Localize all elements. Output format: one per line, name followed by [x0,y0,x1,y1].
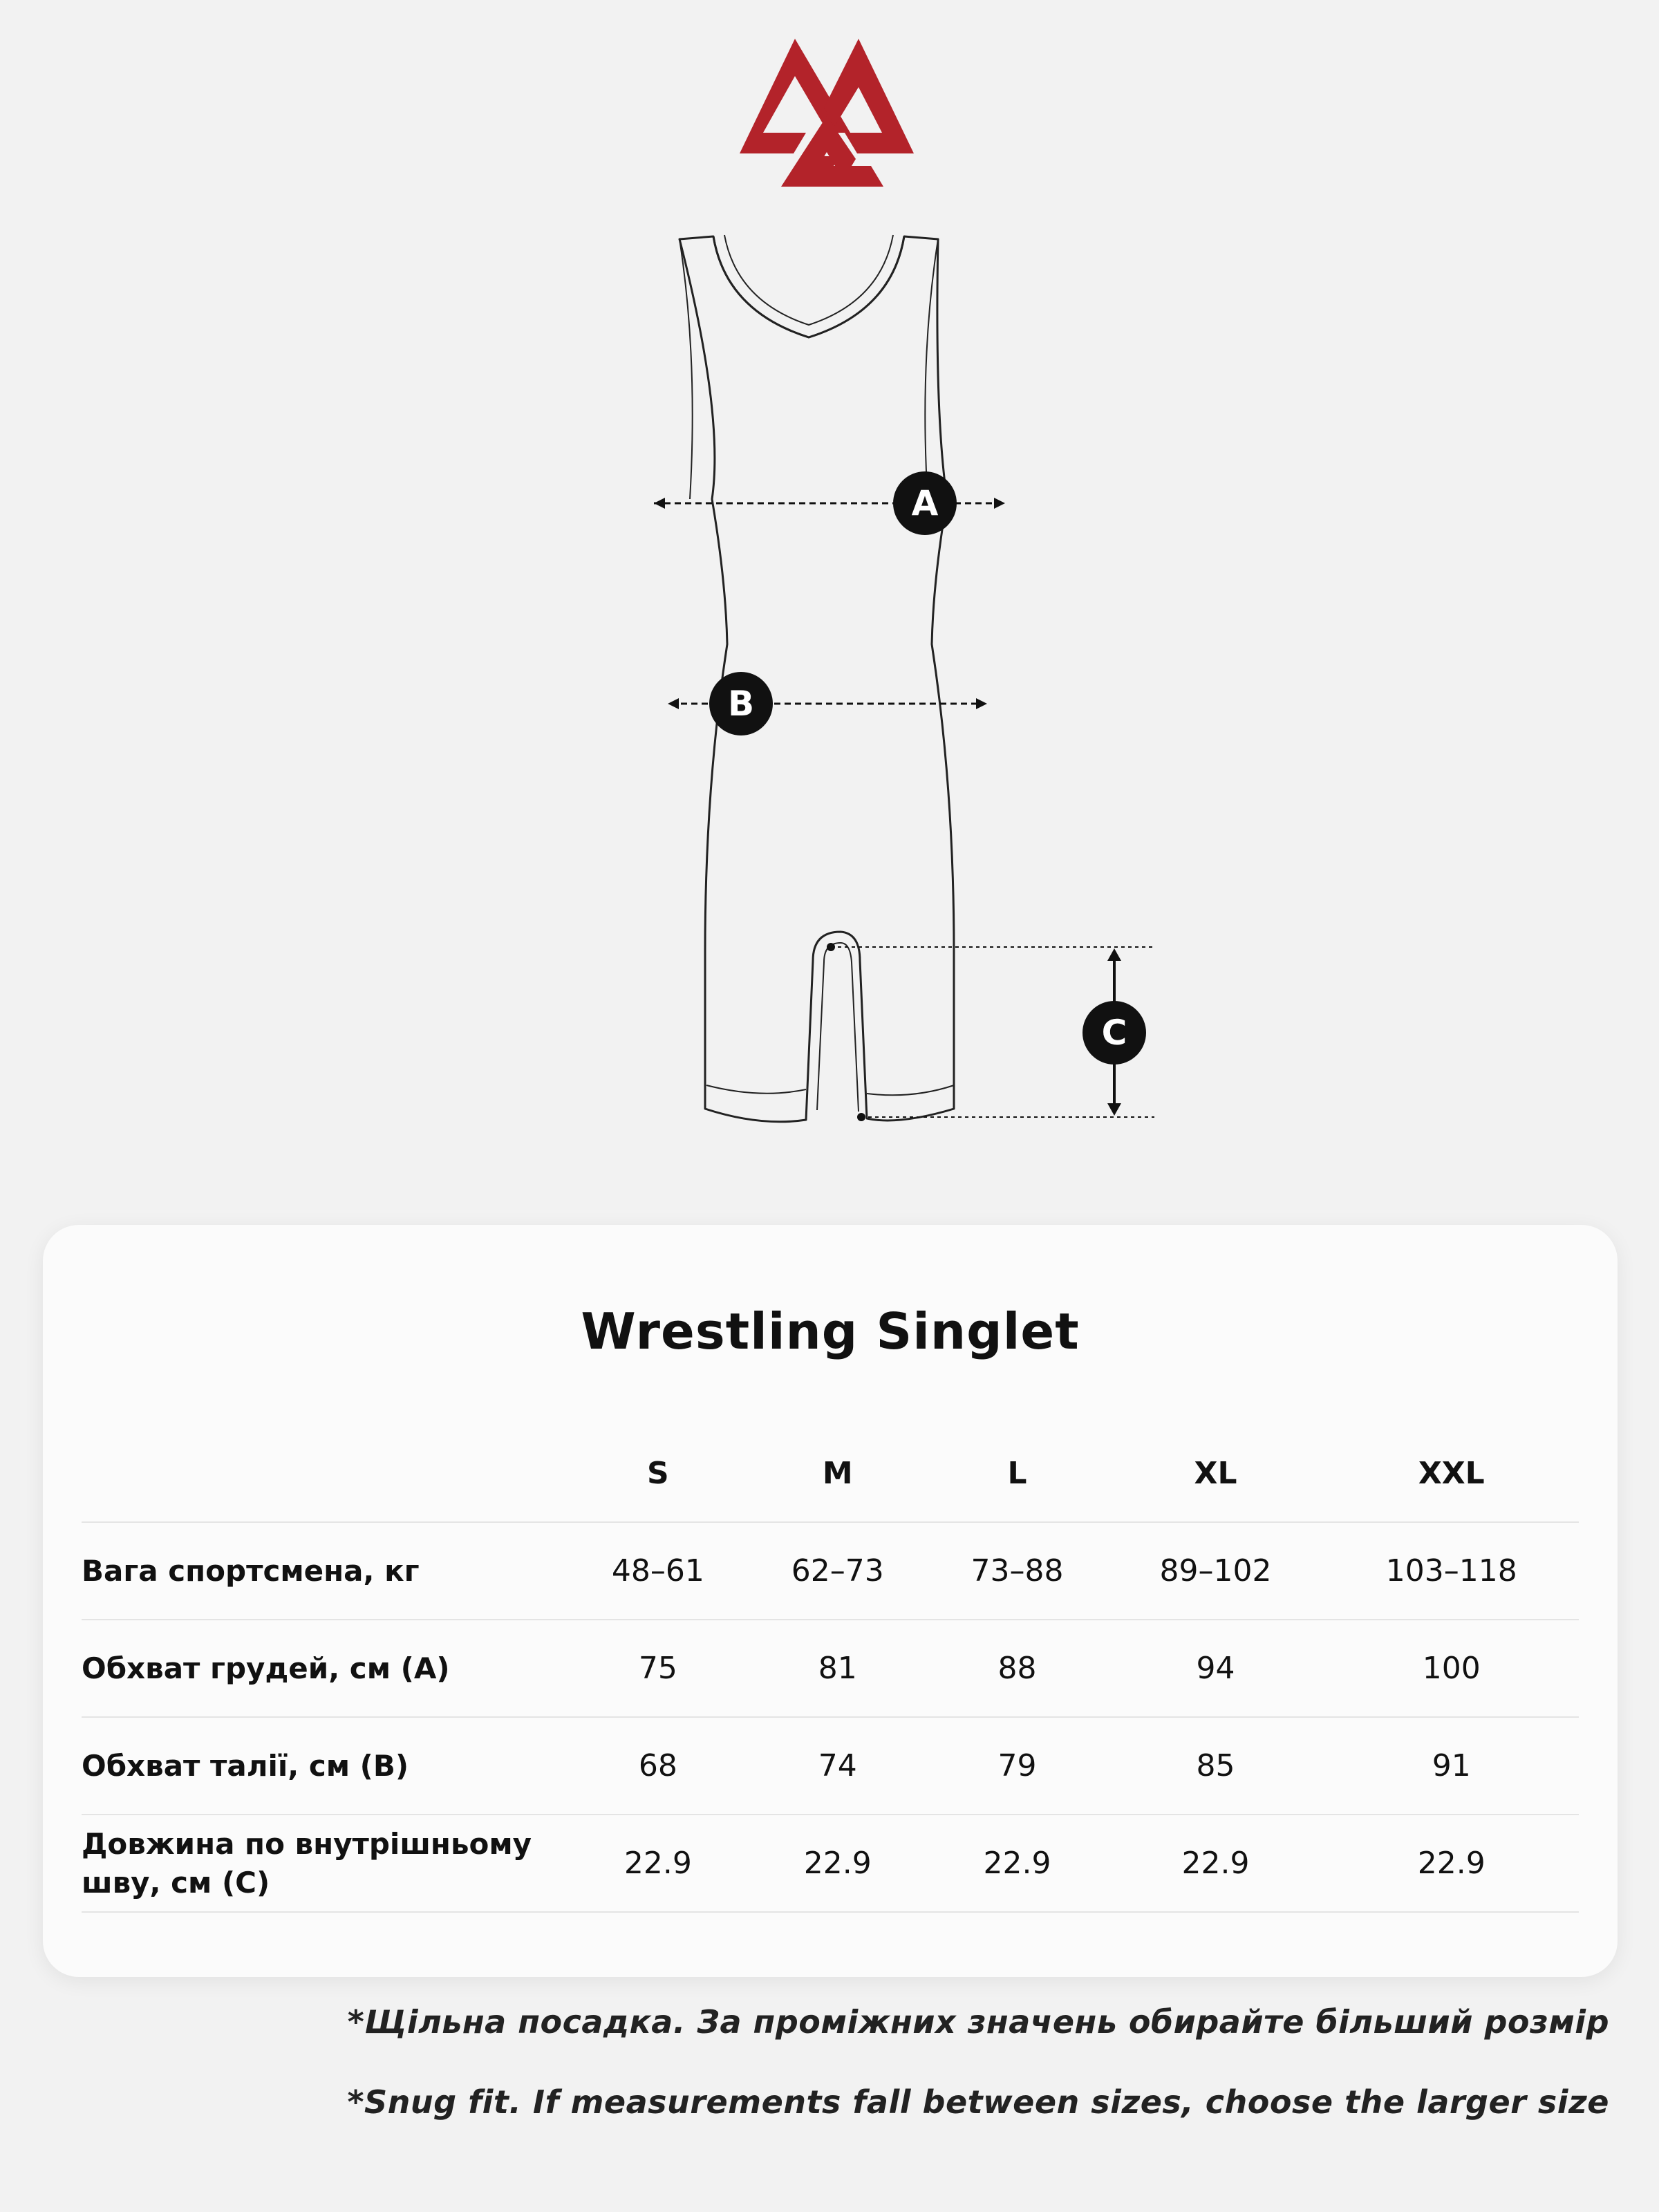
table-cell: 94 [1107,1620,1324,1717]
size-header: M [748,1425,928,1522]
table-cell: 89–102 [1107,1522,1324,1620]
table-cell: 62–73 [748,1522,928,1620]
size-chart-title: Wrestling Singlet [581,1302,1080,1360]
table-cell: 91 [1324,1717,1579,1815]
table-cell: 85 [1107,1717,1324,1815]
table-cell: 103–118 [1324,1522,1579,1620]
singlet-outline [679,236,954,1122]
table-cell: 48–61 [568,1522,748,1620]
table-cell: 22.9 [748,1815,928,1912]
table-cell: 22.9 [928,1815,1107,1912]
table-cell: 22.9 [1107,1815,1324,1912]
table-cell: 22.9 [1324,1815,1579,1912]
singlet-diagram [608,221,1175,1147]
valknut-logo-icon [740,39,914,187]
row-label: Довжина по внутрішньому шву, см (C) [82,1815,568,1912]
table-row [82,1717,1579,1815]
size-header-row [82,1425,1579,1522]
table-row [82,1522,1579,1620]
size-chart-card [43,1225,1618,1977]
size-header: XL [1107,1425,1324,1522]
fit-note-ukrainian: *Щільна посадка. За проміжних значень обирайте більший розмір [347,2003,1609,2041]
row-label: Обхват грудей, см (A) [82,1620,568,1717]
table-row [82,1620,1579,1717]
size-header: XXL [1324,1425,1579,1522]
table-cell: 81 [748,1620,928,1717]
marker-a-label: A [911,483,939,523]
table-row [82,1815,1579,1912]
row-label: Вага спортсмена, кг [82,1522,568,1620]
table-cell: 79 [928,1717,1107,1815]
table-cell: 88 [928,1620,1107,1717]
empty-header-cell [82,1425,568,1522]
chest-measurement-a [654,471,1005,535]
marker-c-label: C [1101,1013,1127,1053]
table-cell: 100 [1324,1620,1579,1717]
table-cell: 68 [568,1717,748,1815]
table-cell: 73–88 [928,1522,1107,1620]
row-label: Обхват талії, см (B) [82,1717,568,1815]
marker-b-label: B [727,684,755,724]
table-cell: 75 [568,1620,748,1717]
size-header: L [928,1425,1107,1522]
fit-note-english: *Snug fit. If measurements fall between sizes, choose the larger size [347,2083,1609,2121]
table-cell: 22.9 [568,1815,748,1912]
size-header: S [568,1425,748,1522]
size-table [82,1425,1579,1913]
table-cell: 74 [748,1717,928,1815]
